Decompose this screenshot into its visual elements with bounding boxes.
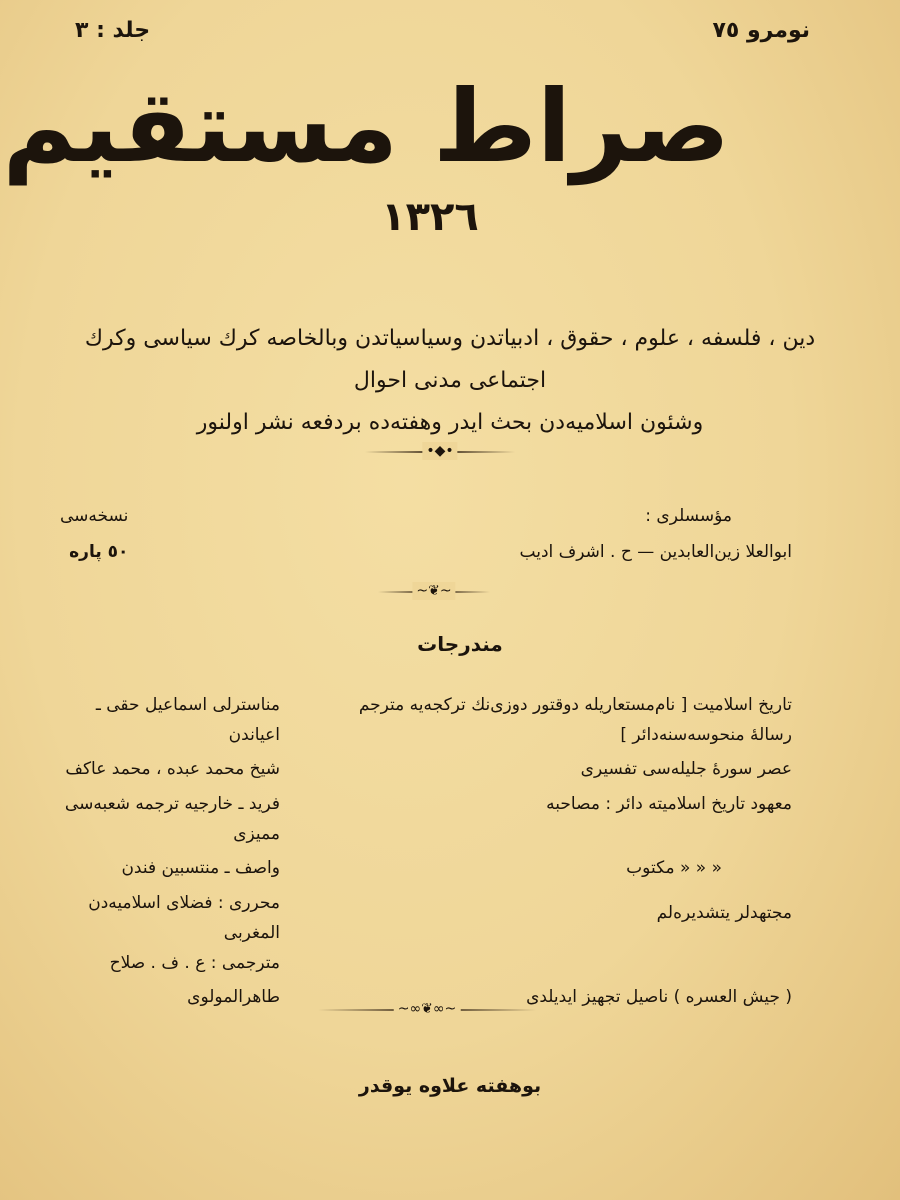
publication-info [60, 498, 792, 570]
list-item [40, 888, 792, 978]
price-value: ٥٠ پاره [69, 542, 129, 562]
list-item [40, 754, 792, 785]
content-author-cell [40, 754, 280, 784]
content-title: مجتهدلر يتشديره‌لم [656, 903, 792, 923]
price-block [60, 498, 128, 570]
volume-number: جلد : ٣ [75, 18, 151, 43]
description-line-2: وشئون اسلاميه‌دن بحث ايدر وهفته‌ده بردفعه نشر اولنور [196, 410, 704, 435]
footer-note: بوهفته علاوه يوقدر [358, 1075, 542, 1097]
masthead [2, 62, 730, 242]
contents-heading: مندرجات [417, 632, 503, 656]
content-author: فريد ـ خارجيه ترجمه شعبه‌سى مميزى [64, 794, 280, 844]
masthead-year: ١٣٢٦ [381, 194, 479, 240]
content-title: ( جيش العسره ) ناصيل تجهيز ايديلدى [526, 987, 792, 1007]
content-author-cell [40, 853, 280, 883]
header-bar [75, 18, 810, 52]
description-line-1: دين ، فلسفه ، علوم ، حقوق ، ادبياتدن وسياسياتدن وبالخاصه كرك سياسى وكرك اجتماعى مدنى احوال [84, 326, 816, 393]
content-author-cell [40, 690, 280, 750]
content-author: شيخ محمد عبده ، محمد عاكف [65, 759, 280, 779]
content-title: عصر سورهٔ جليله‌سى تفسيرى [580, 759, 792, 779]
masthead-title: صراط مستقيم [2, 68, 730, 185]
ornament-divider: ~❦~ [378, 591, 490, 593]
contents-list [40, 690, 792, 1013]
content-author: واصف ـ منتسبين فندن [121, 858, 280, 878]
content-author-cell [40, 789, 280, 849]
list-item [40, 690, 792, 750]
content-title: تاريخ اسلاميت [ نام‌مستعاريله دوقتور دوزى‌نك تركجه‌يه مترجم رسالهٔ منحوسه‌سنه‌دائر ] [358, 695, 792, 745]
list-item [40, 789, 792, 849]
content-title: « « « مكتوب [626, 858, 722, 878]
content-author: طاهرالمولوى [187, 987, 280, 1007]
description [50, 318, 850, 444]
ornament-divider: •◆• [365, 451, 515, 453]
price-label: نسخه‌سى [60, 506, 129, 526]
issue-number: نومرو ٧٥ [712, 18, 810, 43]
list-item [40, 853, 792, 884]
content-author-cell [40, 982, 280, 1012]
content-author: محررى : فضلاى اسلاميه‌دن المغربى [88, 893, 280, 943]
content-author: مناسترلى اسماعيل حقى ـ اعياندن [95, 695, 280, 745]
founders-names: ابوالعلا زين‌العابدين — ح . اشرف اديب [519, 542, 792, 562]
founders-label: مؤسسلرى : [645, 506, 732, 526]
content-translator: مترجمى : ع . ف . صلاح [109, 953, 280, 973]
ornament-divider: ~∞❦∞~ [318, 1009, 536, 1011]
content-author-cell [40, 888, 280, 978]
founders-block [520, 498, 792, 570]
content-title: معهود تاريخ اسلاميته دائر : مصاحبه [546, 794, 792, 814]
